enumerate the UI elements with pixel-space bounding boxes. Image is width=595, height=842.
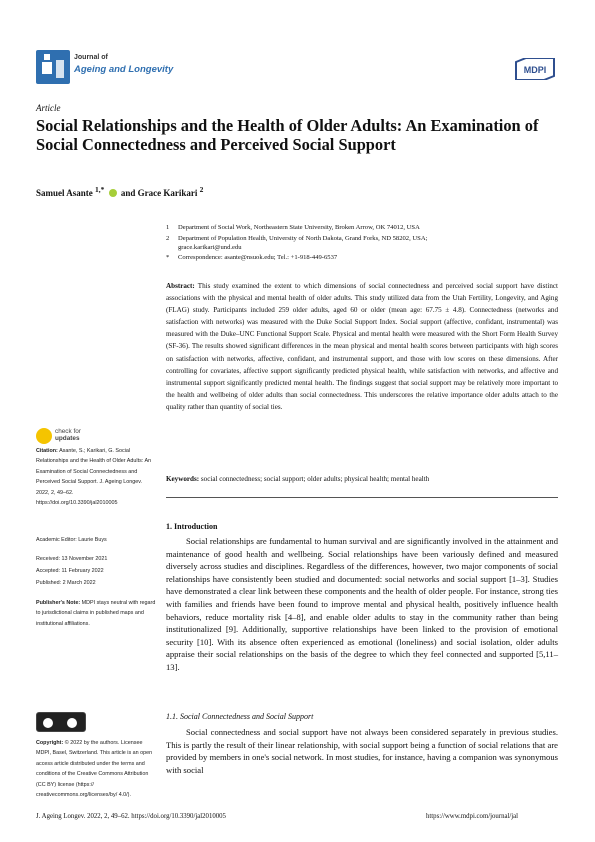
author-affiliation-marker: 2 xyxy=(199,185,204,194)
footer-citation[interactable]: J. Ageing Longev. 2022, 2, 49–62. https://doi.org/10.3390/jal2010005 xyxy=(36,813,226,820)
accepted-date: Accepted: 11 February 2022 xyxy=(36,568,104,574)
abstract xyxy=(166,280,558,413)
keywords xyxy=(166,474,558,484)
divider xyxy=(166,497,558,498)
abstract-label: Abstract: xyxy=(166,282,195,290)
journal-name: Ageing and Longevity xyxy=(74,64,174,75)
citation: Citation: Asante, S.; Karikari, G. Social Relationships and the Health of Older Adults: An Examination of Social Connectedness and Perceived Social Support. J. Ageing Longev. 2022, 2, 49–62. https://doi.org/10.3390/jal2010005 xyxy=(36,448,152,507)
article-type: Article xyxy=(36,103,61,113)
paragraph: Social relationships are fundamental to human survival and are significantly involved in the attainment and maintenance of good health and wellbeing. Social relationships have been variously defined and measured diversely across studies and disciplines. Regardless of the differences, however, two major components of social relationships have consistently been studied and documented: social networks and social support [1–3]. Studies have demonstrated a clear link between these components and the health of older people. For instance, strong ties with families and friends have been found to improve mental and physical health, positively influence health behaviors, reduce mortality risk [4–8], and enable older adults to stay in the community rather than being institutionalized [9]. Additionally, supportive relationships have been linked to the provision of emotional security [10]. With its absence often experienced as emotional (loneliness) and social isolation, older adults appraise their social relationships on the basis of the degree to which they feel connected and supported [5,11–13]. xyxy=(166,536,558,672)
author-name[interactable]: and Grace Karikari xyxy=(120,188,198,198)
mdpi-logo xyxy=(512,58,558,80)
author-affiliation-marker: 1,* xyxy=(95,185,105,194)
check-for-updates[interactable]: check for updates xyxy=(55,428,81,442)
section-heading: 1. Introduction xyxy=(166,522,218,531)
abstract-text: This study examined the extent to which dimensions of social connectedness and perceived social support have distinct associations with the physical and mental health of older adults. This study utilized data from the Utah Fertility, Longevity, and Aging (FLAG) study. Participants included 259 older adults, aged 60 or older (mean age: 67.75 ± 4.8). Connectedness (networks and satisfaction with networks) was measured with the Duke Social Support Index. Social support (affective, confidant, instrumental) was measured with the Duke–UNC Functional Support Scale. Physical and mental health were measured with the Short Form Health Survey (SF-36). The results showed significant differences in the mean physical and mental health scores between participants with high scores on satisfaction with networks, affective, confidant, and instrumental support, and those with low scores on these dimensions. After controlling for covariates, affective support significantly predicted physical health, while satisfaction with networks, and affective and instrumental support significantly predicted mental health. The findings suggest that social support may be relatively more important to the health and wellbeing of older adults than social connectedness. This underscores the relative importance older adults attach to the quality rather than quantity of social ties. xyxy=(166,282,558,411)
author-name[interactable]: Samuel Asante xyxy=(36,188,93,198)
copyright: Copyright: © 2022 by the authors. Licensee MDPI, Basel, Switzerland. This article is an open access article distributed under the terms and conditions of the Creative Commons Attribution (CC BY) license (https:// creativecommons.org/licenses/by/ 4.0/). xyxy=(36,740,153,799)
article-title: Social Relationships and the Health of Older Adults: An Examination of Social Connectedness and Perceived Social Support xyxy=(36,116,539,154)
check-for-updates-icon[interactable] xyxy=(36,428,52,444)
keywords-label: Keywords: xyxy=(166,475,200,483)
orcid-icon[interactable] xyxy=(109,189,117,197)
academic-editor: Academic Editor: Laurie Buys xyxy=(36,537,107,543)
author-list xyxy=(36,185,203,198)
svg-text:MDPI: MDPI xyxy=(523,65,547,75)
paragraph: Social connectedness and social support have not always been considered separately in previous studies. This is partly the result of their linear relationship, with social support being a function of social relations that are provided by members in one's social network. In most studies, for instance, having a companion was synonymous with social xyxy=(166,727,558,775)
received-date: Received: 13 November 2021 xyxy=(36,556,108,562)
journal-logo-icon xyxy=(36,50,70,84)
published-date: Published: 2 March 2022 xyxy=(36,580,96,586)
cc-by-license-icon[interactable] xyxy=(36,712,86,732)
subsection-heading: 1.1. Social Connectedness and Social Support xyxy=(166,712,314,721)
keywords-text: social connectedness; social support; older adults; physical health; mental health xyxy=(200,475,430,483)
publisher-note: Publisher's Note: MDPI stays neutral with regard to jurisdictional claims in published maps and institutional affiliations. xyxy=(36,600,156,627)
journal-of-label: Journal of xyxy=(74,54,108,61)
footer-journal-url[interactable]: https://www.mdpi.com/journal/jal xyxy=(426,813,519,820)
